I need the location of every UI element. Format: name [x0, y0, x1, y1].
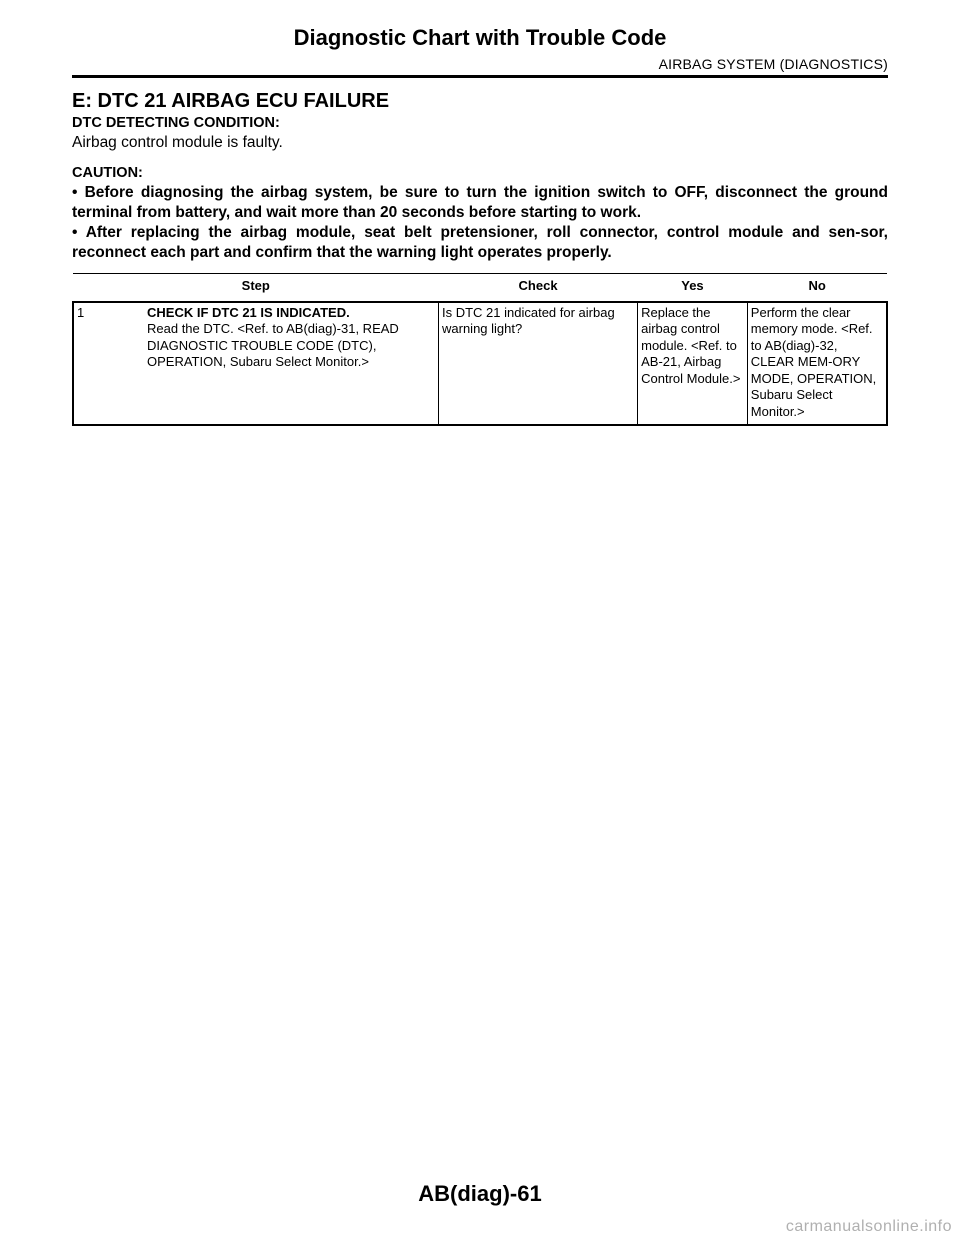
- condition-text: Airbag control module is faulty.: [72, 134, 283, 151]
- page-number: AB(diag)-61: [418, 1181, 542, 1206]
- watermark-text: carmanualsonline.info: [785, 1218, 952, 1235]
- table-header-row: [73, 274, 887, 302]
- step-number: 1: [77, 304, 85, 320]
- caution-item-2: • After replacing the airbag module, seat belt pretensioner, roll connector, control module and sen-sor, reconnect each part and confirm that the warning light operates properly.: [72, 224, 888, 261]
- caution-label: CAUTION:: [72, 165, 143, 181]
- step-title: CHECK IF DTC 21 IS INDICATED.: [147, 304, 350, 320]
- page-header-title: Diagnostic Chart with Trouble Code: [293, 25, 667, 50]
- check-cell: Is DTC 21 indicated for airbag warning light?: [439, 302, 638, 426]
- col-header-check: Check: [439, 274, 638, 302]
- page-header-subtitle: AIRBAG SYSTEM (DIAGNOSTICS): [658, 56, 888, 72]
- condition-label: DTC DETECTING CONDITION:: [72, 115, 280, 131]
- step-cell: [73, 302, 439, 426]
- col-header-no: No: [747, 274, 887, 302]
- yes-cell: Replace the airbag control module. <Ref. to AB-21, Airbag Control Module.>: [638, 302, 748, 426]
- no-cell: Perform the clear memory mode. <Ref. to AB(diag)-32, CLEAR MEM-ORY MODE, OPERATION, Subaru Select Monitor.>: [747, 302, 887, 426]
- diagnostic-table: [72, 273, 888, 426]
- step-text: Read the DTC. <Ref. to AB(diag)-31, READ DIAGNOSTIC TROUBLE CODE (DTC), OPERATION, Subaru Select Monitor.>: [147, 321, 399, 369]
- col-header-yes: Yes: [638, 274, 748, 302]
- section-content: [72, 88, 888, 263]
- table-row: [73, 302, 887, 426]
- section-title: E: DTC 21 AIRBAG ECU FAILURE: [72, 90, 390, 112]
- col-header-step: Step: [73, 274, 439, 302]
- header-divider: [72, 75, 888, 78]
- caution-item-1: • Before diagnosing the airbag system, be sure to turn the ignition switch to OFF, disconnect the ground terminal from battery, and wait more than 20 seconds before starting to work.: [72, 184, 888, 221]
